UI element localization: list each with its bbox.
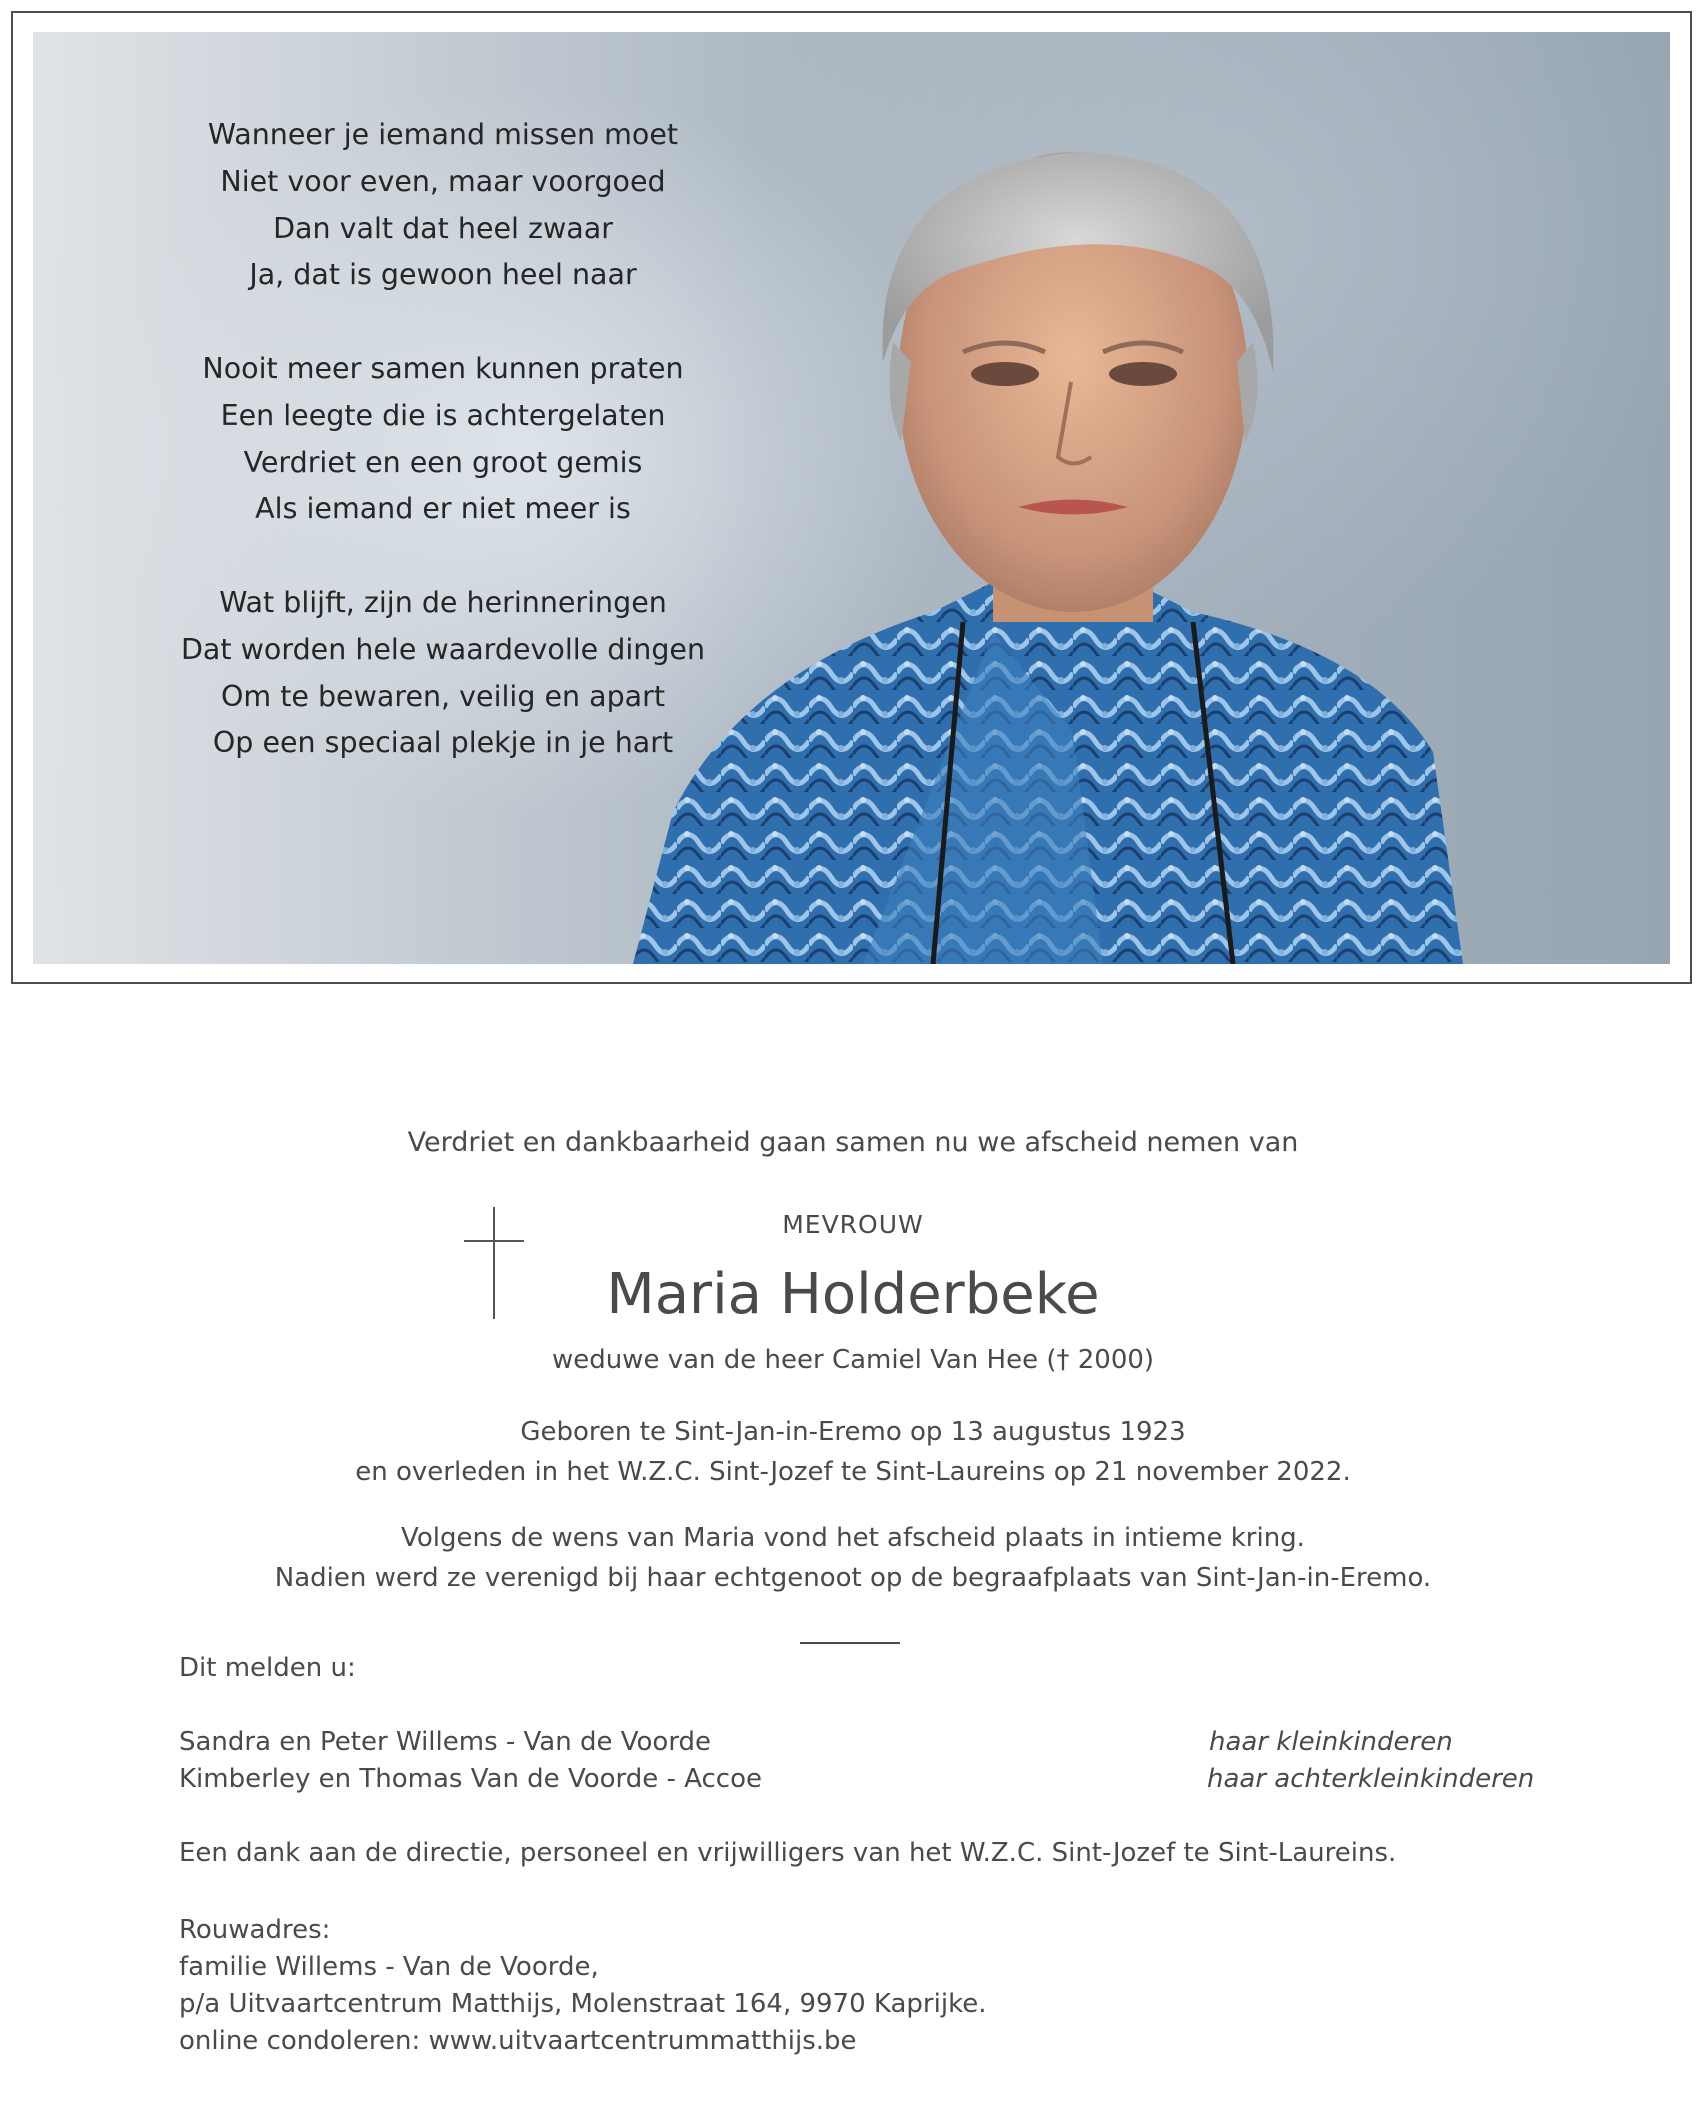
poem-line: Niet voor even, maar voorgoed (220, 164, 666, 198)
birth-death-info (0, 1412, 1706, 1492)
family-member-names: Kimberley en Thomas Van de Voorde - Accoe (179, 1764, 762, 1794)
address-line: p/a Uitvaartcentrum Matthijs, Molenstraat 164, 9970 Kaprijke. (179, 1989, 987, 2019)
divider (800, 1642, 900, 1644)
poem-line: Ja, dat is gewoon heel naar (249, 258, 637, 292)
poem-line: Dan valt dat heel zwaar (273, 211, 613, 245)
photo-panel (33, 32, 1670, 964)
family-heading: Dit melden u: (179, 1653, 356, 1683)
farewell-info (0, 1518, 1706, 1598)
widow-line: weduwe van de heer Camiel Van Hee († 2000) (551, 1345, 1155, 1375)
poem-line: Wat blijft, zijn de herinneringen (219, 585, 667, 619)
thanks-text: Een dank aan de directie, personeel en vrijwilligers van het W.Z.C. Sint-Jozef te Sint-Laureins. (179, 1838, 1397, 1868)
address-line: familie Willems - Van de Voorde, (179, 1952, 599, 1982)
deceased-name: Maria Holderbeke (606, 1262, 1100, 1327)
mourning-address (179, 1912, 986, 2060)
birth-line: Geboren te Sint-Jan-in-Eremo op 13 augustus 1923 (520, 1417, 1186, 1447)
burial-line: Nadien werd ze verenigd bij haar echtgenoot op de begraafplaats van Sint-Jan-in-Eremo. (274, 1563, 1432, 1593)
condolence-link: online condoleren: www.uitvaartcentrummatthijs.be (179, 2026, 857, 2056)
honorific: MEVROUW (782, 1210, 924, 1239)
poem-line: Dat worden hele waardevolle dingen (180, 632, 706, 666)
portrait-photo (633, 112, 1670, 964)
family-member-relation: haar achterkleinkinderen (1207, 1764, 1535, 1794)
poem-line: Als iemand er niet meer is (255, 492, 631, 526)
farewell-line: Volgens de wens van Maria vond het afscheid plaats in intieme kring. (401, 1523, 1305, 1553)
poem-line: Verdriet en een groot gemis (243, 445, 643, 479)
poem-line: Op een speciaal plekje in je hart (212, 726, 674, 760)
family-member-names: Sandra en Peter Willems - Van de Voorde (179, 1727, 712, 1757)
poem-line: Wanneer je iemand missen moet (207, 118, 679, 151)
poem-line: Nooit meer samen kunnen praten (202, 351, 684, 385)
family-member-relation: haar kleinkinderen (1209, 1727, 1453, 1757)
death-line: en overleden in het W.Z.C. Sint-Jozef te Sint-Laureins op 21 november 2022. (355, 1457, 1351, 1487)
intro-text: Verdriet en dankbaarheid gaan samen nu we afscheid nemen van (407, 1127, 1299, 1158)
poem-line: Een leegte die is achtergelaten (220, 398, 666, 432)
poem-line: Om te bewaren, veilig en apart (220, 679, 666, 713)
address-label: Rouwadres: (179, 1915, 331, 1945)
